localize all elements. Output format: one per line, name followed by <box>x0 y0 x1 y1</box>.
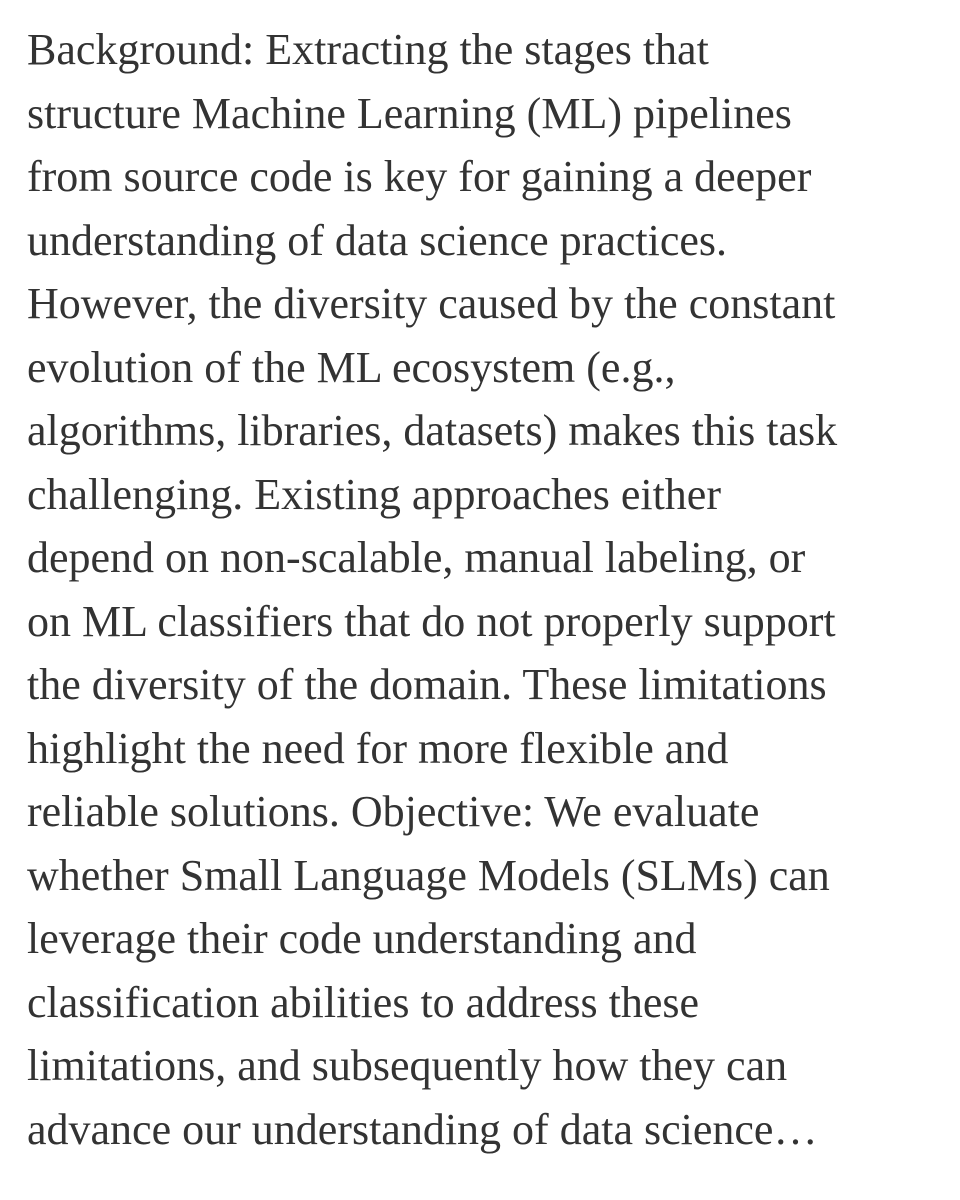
abstract-line: depend on non-scalable, manual labeling, or <box>27 533 806 582</box>
abstract-line: advance our understanding of data science… <box>27 1104 818 1154</box>
abstract-line: whether Small Language Models (SLMs) can <box>27 850 830 900</box>
abstract-line: Background: Extracting the stages that <box>27 25 709 74</box>
abstract-line: highlight the need for more flexible and <box>27 723 729 773</box>
abstract-line: However, the diversity caused by the constant <box>27 279 836 328</box>
abstract-line: limitations, and subsequently how they can <box>27 1041 788 1090</box>
abstract-line: leverage their code understanding and <box>27 914 697 963</box>
abstract-line: evolution of the ML ecosystem (e.g., <box>27 342 676 392</box>
abstract-text <box>27 18 947 1161</box>
abstract-line: reliable solutions. Objective: We evaluate <box>27 787 760 836</box>
abstract-line: from source code is key for gaining a deeper <box>27 152 812 201</box>
abstract-line: the diversity of the domain. These limitations <box>27 660 827 709</box>
abstract-line: understanding of data science practices. <box>27 215 728 265</box>
abstract-line: classification abilities to address these <box>27 977 700 1027</box>
abstract-line: algorithms, libraries, datasets) makes this task <box>27 406 838 455</box>
abstract-line: on ML classifiers that do not properly support <box>27 596 836 646</box>
abstract-line: challenging. Existing approaches either <box>27 469 721 519</box>
abstract-line: structure Machine Learning (ML) pipelines <box>27 88 792 138</box>
